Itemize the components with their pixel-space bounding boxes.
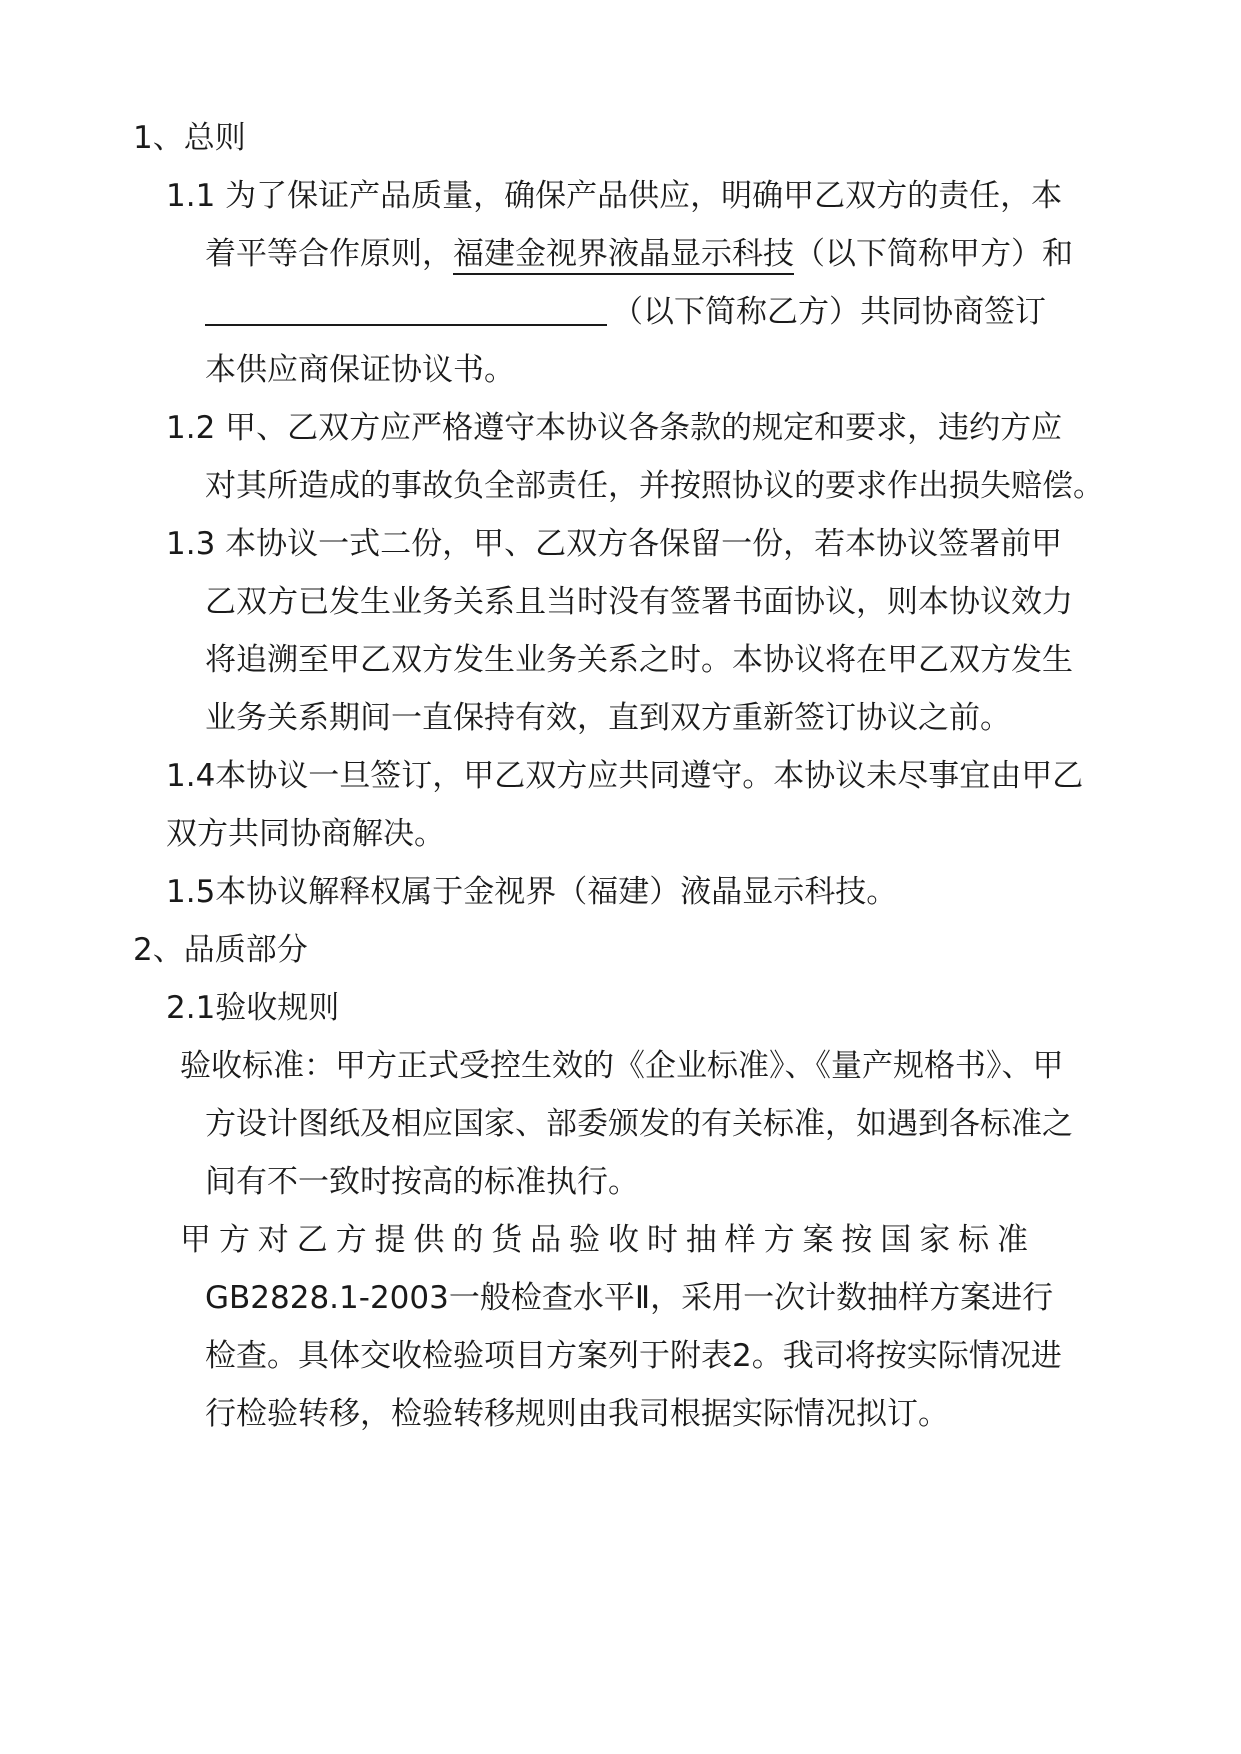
acceptance-standard-line-1: 验收标准：甲方正式受控生效的《企业标准》、《量产规格书》、甲: [180, 1048, 1064, 1084]
section-heading-2: 2、品质部分: [133, 932, 308, 968]
clause-1-5: 1.5本协议解释权属于金视界（福建）液晶显示科技。: [166, 874, 898, 910]
subsection-heading-2-1: 2.1验收规则: [166, 990, 340, 1026]
sampling-plan-line-4: 行检验转移，检验转移规则由我司根据实际情况拟订。: [205, 1396, 949, 1432]
clause-1-1-line-4: 本供应商保证协议书。: [205, 352, 515, 388]
clause-1-4-line-1: 1.4本协议一旦签订，甲乙双方应共同遵守。本协议未尽事宜由甲乙: [166, 758, 1084, 794]
clause-1-3-line-3: 将追溯至甲乙双方发生业务关系之时。本协议将在甲乙双方发生: [205, 642, 1073, 678]
sampling-plan-line-2: GB2828.1-2003一般检查水平Ⅱ，采用一次计数抽样方案进行: [205, 1280, 1054, 1316]
clause-1-1-text: （以下简称甲方）和: [794, 236, 1073, 272]
clause-1-1-line-3: （以下简称乙方）共同协商签订: [612, 294, 1046, 330]
clause-1-4-line-2: 双方共同协商解决。: [166, 816, 445, 852]
acceptance-standard-line-3: 间有不一致时按高的标准执行。: [205, 1164, 639, 1200]
clause-1-3-line-1: 1.3 本协议一式二份，甲、乙双方各保留一份，若本协议签署前甲: [166, 526, 1063, 562]
clause-1-1-line-1: 1.1 为了保证产品质量，确保产品供应，明确甲乙双方的责任，本: [166, 178, 1063, 214]
sampling-plan-line-3: 检查。具体交收检验项目方案列于附表2。我司将按实际情况进: [205, 1338, 1062, 1374]
clause-1-3-line-2: 乙双方已发生业务关系且当时没有签署书面协议，则本协议效力: [205, 584, 1073, 620]
clause-1-2-line-1: 1.2 甲、乙双方应严格遵守本协议各条款的规定和要求，违约方应: [166, 410, 1063, 446]
clause-1-1-line-2: [205, 234, 1073, 274]
party-b-blank-line: [205, 324, 607, 326]
clause-1-3-line-4: 业务关系期间一直保持有效，直到双方重新签订协议之前。: [205, 700, 1011, 736]
section-heading-1: 1、总则: [133, 120, 246, 156]
clause-1-1-text: 着平等合作原则，: [205, 236, 453, 272]
sampling-plan-line-1: 甲方对乙方提供的货品验收时抽样方案按国家标准: [180, 1222, 1028, 1258]
company-name-underlined: 福建金视界液晶显示科技: [453, 236, 794, 275]
acceptance-standard-line-2: 方设计图纸及相应国家、部委颁发的有关标准，如遇到各标准之: [205, 1106, 1073, 1142]
clause-1-2-line-2: 对其所造成的事故负全部责任，并按照协议的要求作出损失赔偿。: [205, 468, 1104, 504]
